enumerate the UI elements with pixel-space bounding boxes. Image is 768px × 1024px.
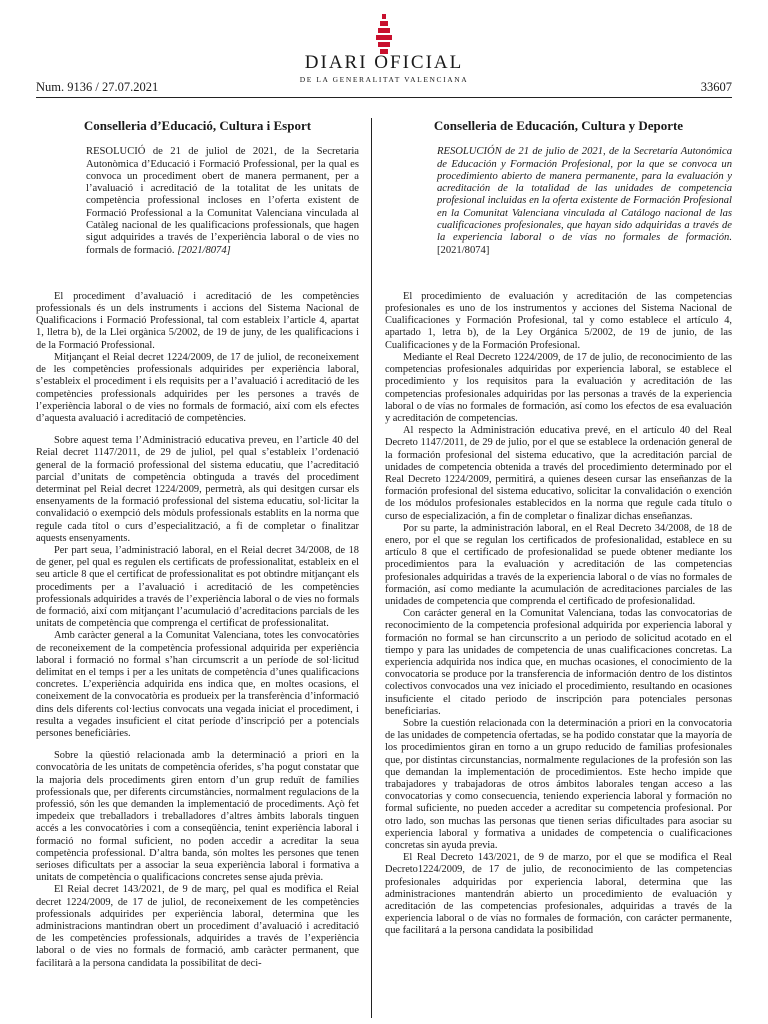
page-number: 33607: [700, 80, 732, 94]
paragraph: Sobre la qüestió relacionada amb la determinació a priori en la convocatòria de les unitats de competència oferides, s’ha pogut constatar que la majoria dels procediments giren entorn d’un grup reduït de famílies professionals que, per diferents circumstàncies, normalment regulacions de la professió, són les que demanden la implementació de procediments. Açò fet impedeix que treballadors i treballadores d’altres àmbits laborals tinguen accés a les convocatòries i com a conseqüència, tenint experiència laboral i formació no formal suficient, no poden accedir a acreditar la seua competència professional. D’altra banda, són moltes les persones que tenen serioses dificultats per a associar la seua experiència laboral i formativa a unitats de competència o qualificacions concretes sense ajuda prèvia.: [36, 750, 359, 884]
issue-number: Num. 9136 / 27.07.2021: [36, 80, 159, 94]
paragraph: Per part seua, l’administració laboral, en el Reial decret 34/2008, de 18 de gener, pel qual es regulen els certificats de professionalitat, estableix en el seu article 8 que el certificat de professionalitat es pot obtindre mitjançant els procediments per a l’avaluació i acreditació de les competències professionals adquirides a través de l’experiència laboral o de vies no formals de formació, així com mitjançant l’acumulació d’acreditacions parcials de les unitats de competència que comprenga el certificat de professionalitat.: [36, 544, 359, 630]
paragraph: Por su parte, la administración laboral, en el Real Decreto 34/2008, de 18 de enero, por el que se regulan los certificados de profesionalidad, establece en su artículo 8 que el certificado de profesionalidad se puede obtener mediante los procedimientos para la evaluación y acreditación de las competencias profesionales adquiridas a través de la experiencia laboral o de vías no formales de formación, así como mediante la acumulación de acreditaciones parciales de las unidades de competencia que comprenda el certificado de profesionalidad.: [385, 522, 732, 607]
paragraph: Al respecto la Administración educativa prevé, en el artículo 40 del Real Decreto 1147/2011, de 29 de julio, por el que se establece la ordenación general de la formación profesional del sistema educativo, que la acreditación parcial de unidades de competencia obtenida a través del procedimiento determinado por el Real Decreto 1224/2009, permitirá, a quienes deseen cursar las enseñanzas de la formación profesional del sistema educativo, solicitar la convalidación o exención de los módulos profesionales establecidos en la norma que regule cada título o curso de especialización, a fin de completar o finalizar dichas enseñanzas.: [385, 425, 732, 522]
journal-title: DIARI OFICIAL: [304, 52, 464, 73]
paragraph: El Reial decret 143/2021, de 9 de març, pel qual es modifica el Reial decret 1224/2009, de 17 de juliol, de reconeixement de les competències professionals adquirides per experiència laboral, determina que les administracions mantindran obert un procediment d’avaluació i acreditació de les competències professionals, adquirides a través de l’experiència laboral o de vies no formals de formació, amb caràcter permanent, que facilitarà a la persona candidata la possibilitat de deci-: [36, 884, 359, 969]
column-heading: Conselleria de Educación, Cultura y Deporte: [433, 118, 684, 133]
valencian-column: [36, 116, 359, 970]
resolution-ref: [2021/8074]: [177, 244, 231, 256]
paragraph: Sobre la cuestión relacionada con la determinación a priori en la convocatoria de las unidades de competencia ofertadas, se ha podido constatar que la mayoría de los procedimientos giran en torno a un grupo reducido de familias profesionales que, por distintas circunstancias, normalmente regulaciones de la profesión son las que demandan la implementación de procedimientos. Este hecho impide que trabajadores y trabajadoras de otros ámbitos laborales tengan acceso a las convocatorias y como consecuencia, teniendo experiencia laboral y formación no formal suficiente, no pueden acceder a acreditar su competencia profesional. Por otro lado, son muchas las personas que tienen serias dificultades para asociar su experiencia laboral y formativa a unidades de competencia o cualificaciones concretas sin ayuda previa.: [385, 717, 732, 852]
column-divider: [371, 118, 372, 1018]
paragraph: El Real Decreto 143/2021, de 9 de marzo, por el que se modifica el Real Decreto1224/2009, de 17 de julio, de reconocimiento de las competencias profesionales adquiridas por experiencia laboral, determina que las administraciones mantendrán abierto un procedimiento de evaluación y acreditación de las competencias profesionales, adquiridas a través de la experiencia laboral o de vías no formales de formación, con carácter permanente, que facilitará a la persona candidata la posibilidad: [385, 852, 732, 937]
resolution-summary: [437, 146, 732, 257]
resolution-text: RESOLUCIÓ de 21 de juliol de 2021, de la Secretaria Autonòmica d’Educació i Formació Professional, per la qual es convoca un procediment obert de manera permanent, per a l’avaluació i acreditació de la totalitat de les unitats de competència professional incloses en l’oferta existent de Formació Professional a la Comunitat Valenciana vinculada al Catàleg nacional de les qualificacions professionals, que hagen sigut adquirides a través de l’experiència laboral o de vies no formals de formació.: [86, 146, 359, 256]
journal-subtitle: DE LA GENERALITAT VALENCIANA: [299, 75, 469, 84]
header-rule: [36, 97, 732, 98]
resolution-ref: [2021/8074]: [437, 244, 490, 256]
resolution-summary: [86, 146, 359, 257]
paragraph: El procedimiento de evaluación y acreditación de las competencias profesionales es uno de los instrumentos y acciones del Sistema Nacional de Cualificaciones y Formación Profesional, tal y como establece el artículo 4, apartado 1, letra b), de la Ley Orgánica 5/2002, de 19 de junio, de las Cualificaciones y de la Formación Profesional.: [385, 290, 732, 351]
paragraph: Sobre aquest tema l’Administració educativa preveu, en l’article 40 del Reial decret 1147/2011, de 29 de juliol, pel qual s’estableix l’ordenació general de la formació professional del sistema educatiu, que l’acreditació parcial d’unitats de competència obtinguda a través del procediment determinat pel Reial decret 1224/2009, permetrà, als qui desitgen cursar els ensenyaments de la formació professional del sistema educatiu, sol·licitar la convalidació o exempció dels mòduls professionals establits en la norma que regule cada títol o curs d’especialització, a fi de completar o finalitzar aquests ensenyaments.: [36, 435, 359, 544]
spanish-column: [385, 116, 732, 938]
paragraph: Amb caràcter general a la Comunitat Valenciana, totes les convocatòries de reconeixement de la competència professional adquirida per experiència laboral i formació no formal s’han circumscrit a un període de sol·licitud delimitat en el temps i per a les unitats de competència d’unes qualificacions concretes. L’experiència adquirida ens indica que, en moltes ocasions, el coneixement de la convocatòria es produeix per la transferència d’informació dins dels diferents col·lectius convocats una vegada iniciat el procediment, i resulta a vegades insuficient el citat període d’inscripció per a potencials persones beneficiàries.: [36, 630, 359, 739]
paragraph: Con carácter general en la Comunitat Valenciana, todas las convocatorias de reconocimiento de la competencia profesional adquirida por experiencia laboral y formación no formal se han circunscrito a un periodo de solicitud acotado en el tiempo y para las unidades de competencia de unas cualificaciones concretas. La experiencia adquirida nos indica que, en muchas ocasiones, el conocimiento de la convocatoria se produce por la transferencia de información dentro de los distintos colectivos convocados una vez iniciado el procedimiento, resultando en ocasiones insuficiente el citado periodo de inscripción para potenciales personas beneficiarias.: [385, 608, 732, 717]
column-heading: Conselleria d’Educació, Cultura i Esport: [83, 118, 312, 133]
resolution-text: RESOLUCIÓN de 21 de julio de 2021, de la Secretaría Autonómica de Educación y Formación Profesional, por la que se convoca un procedimiento abierto de manera permanente, para la evaluación y acreditación de la totalidad de las unidades de competencia profesional incluidas en la oferta existente de Formación Profesional en la Comunitat Valenciana vinculada al Catálogo nacional de las cualificaciones profesionales, que hayan sido adquiridas a través de la experiencia laboral o de vías no formales de formación.: [437, 146, 732, 244]
paragraph: Mitjançant el Reial decret 1224/2009, de 17 de juliol, de reconeixement de les competències professionals adquirides per experiència laboral, s’estableix el procediment i els requisits per a l’avaluació i acreditació de les competències professionals adquirides per les persones a través de l’experiència laboral o de vies no formals de formació, així com els efectes d’aquesta avaluació i acreditació de competències.: [36, 351, 359, 424]
paragraph: El procediment d’avaluació i acreditació de les competències professionals és un dels instruments i accions del Sistema Nacional de Qualificacions i Formació Professional, tal com estableix l’article 4, apartat 1, lletra b), de la Llei orgànica 5/2002, de 19 de juny, de les qualificacions i de la Formació Professional.: [36, 290, 359, 351]
paragraph: Mediante el Real Decreto 1224/2009, de 17 de julio, de reconocimiento de las competencias profesionales adquiridas por experiencia laboral, se establece el procedimiento y los requisitos para la evaluación y acreditación de las competencias profesionales adquiridas por las personas a través de la experiencia laboral o de vías no formales de formación, así como los efectos de esa evaluación y acreditación de competencias.: [385, 351, 732, 424]
page-header: [0, 0, 768, 104]
